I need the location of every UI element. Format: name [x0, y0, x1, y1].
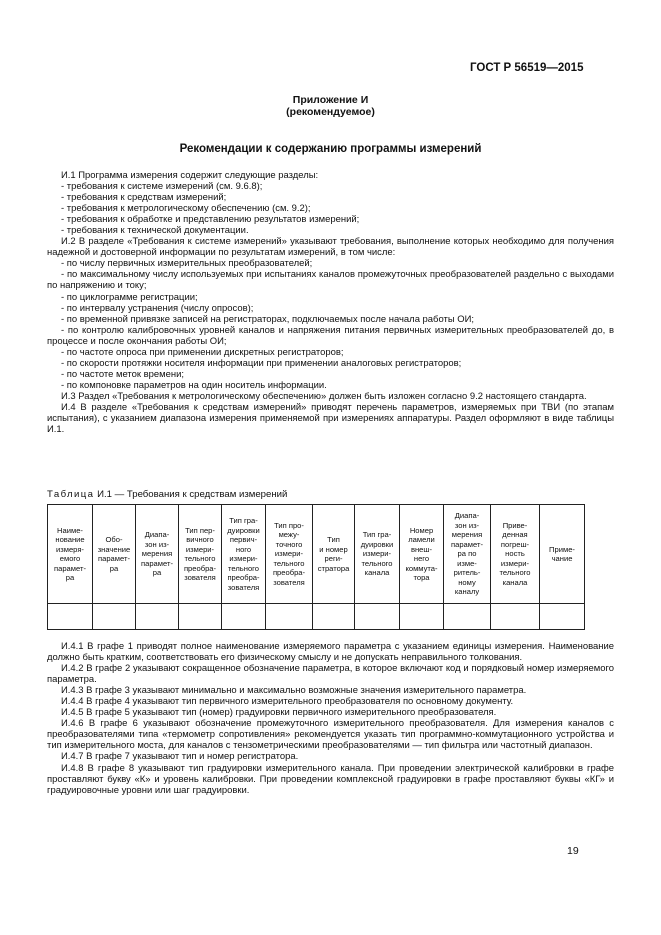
- list-item: - по частоте опроса при применении дискретных регистраторов;: [61, 346, 344, 358]
- table-row: [48, 604, 585, 630]
- list-item: - по циклограмме регистрации;: [61, 291, 198, 303]
- list-item: - требования к обработке и представлению результатов измерений;: [61, 214, 360, 226]
- table-header-cell: Тип пер- вичного измери- тельного преобра- зователя: [179, 505, 222, 604]
- list-item: - по скорости протяжки носителя информации при применении аналоговых регистраторов;: [61, 357, 462, 369]
- table-header-cell: Тип гра- дуировки измери- тельного канала: [355, 505, 400, 604]
- list-item: - по числу первичных измерительных преобразователей;: [61, 258, 313, 270]
- table-header-cell: Тип гра- дуировки первич- ного измери- тельного преобра- зователя: [222, 505, 266, 604]
- table-caption-text: И.1 — Требования к средствам измерений: [97, 489, 288, 500]
- paragraph: И.4.7 В графе 7 указывают тип и номер регистратора.: [61, 751, 299, 763]
- appendix-heading: Рекомендации к содержанию программы измерений: [179, 143, 482, 155]
- paragraph: И.4.2 В графе 2 указывают сокращенное обозначение параметра, в которое включают код и порядковый номер измеряемого параметра.: [47, 663, 614, 686]
- table-cell: [222, 604, 266, 630]
- list-item: - по интервалу устранения (числу опросов);: [61, 302, 254, 314]
- table-header-cell: Тип про- межу- точного измери- тельного преобра- зователя: [266, 505, 313, 604]
- paragraph: И.4.6 В графе 6 указывают обозначение промежуточного измерительного преобразователя. Для измерения каналов с преобразователями типа «термометр сопротивления» рекомендуется указать тип программно-коммутационного устройства и тип измерительного моста, для каналов с тензометрическими преобразователями — тип фильтра или частотный диапазон.: [47, 718, 614, 752]
- appendix-title: Приложение И: [292, 94, 369, 106]
- table-header-cell: Диапа- зон из- мерения парамет- ра по изме- ритель- ному каналу: [444, 505, 491, 604]
- list-item: - по контролю калибровочных уровней каналов и напряжения питания первичных измерительных преобразователей до, в процессе и после окончания работы ОИ;: [47, 324, 614, 347]
- list-item: - по временной привязке записей на регистраторах, подключаемых после начала работы ОИ;: [61, 313, 474, 325]
- paragraph: И.4.1 В графе 1 приводят полное наименование измеряемого параметра с указанием единицы измерения. Наименование должно быть кратким, соответствовать его физическому смыслу и не допускать неправильного толкования.: [47, 641, 614, 664]
- list-item: - по максимальному числу используемых при испытаниях каналов промежуточных преобразователей раздельно с выходами по напряжению и току;: [47, 269, 614, 292]
- table-header-cell: Номер ламели внеш- него коммута- тора: [400, 505, 444, 604]
- paragraph: И.1 Программа измерения содержит следующие разделы:: [61, 170, 319, 181]
- paragraph: И.4.3 В графе 3 указывают минимально и максимально возможные значения измерительного параметра.: [61, 685, 527, 697]
- table-caption: [47, 489, 287, 500]
- table-header-cell: Тип и номер реги- стратора: [313, 505, 355, 604]
- list-item: - по компоновке параметров на один носитель информации.: [61, 379, 327, 391]
- table-cell: [355, 604, 400, 630]
- table-cell: [93, 604, 136, 630]
- table-cell: [313, 604, 355, 630]
- list-item: - требования к метрологическому обеспечению (см. 9.2);: [61, 203, 311, 215]
- table-cell: [491, 604, 540, 630]
- paragraph: И.4.5 В графе 5 указывают тип (номер) градуировки первичного измерительного преобразователя.: [61, 707, 497, 719]
- paragraph: И.4.8 В графе 8 указывают тип градуировки измерительного канала. При проведении электрической калибровки в графе проставляют букву «К» и уровень калибровки. При проведении комплексной градуировки в графе проставляют буквы «КГ» и градуировочные уровни или шаг градуировки.: [47, 762, 614, 796]
- paragraph: И.4 В разделе «Требования к средствам измерений» приводят перечень параметров, измеряемых при ТВИ (по этапам испытания), с указанием диапазона измерения применяемой при измерениях аппаратуры. Раздел оформляют в виде таблицы И.1.: [47, 401, 614, 436]
- appendix-status: (рекомендуемое): [286, 106, 375, 118]
- list-item: - требования к средствам измерений;: [61, 192, 227, 204]
- table-cell: [444, 604, 491, 630]
- table-header-row: [48, 505, 585, 604]
- table-header-cell: Наиме- нование измеря- емого парамет- ра: [48, 505, 93, 604]
- notes-section: [47, 641, 614, 796]
- page-number: 19: [567, 845, 579, 857]
- list-item: - требования к технической документации.: [61, 225, 249, 237]
- paragraph: И.4.4 В графе 4 указывают тип первичного измерительного преобразователя по основному документу.: [61, 696, 514, 708]
- table-header-cell: Приме- чание: [540, 505, 585, 604]
- paragraph: И.2 В разделе «Требования к системе измерений» указывают требования, выполнение которых необходимо для получения надежной и достоверной информации по результатам измерений, в том числе:: [47, 236, 614, 259]
- paragraph: И.3 Раздел «Требования к метрологическому обеспечению» должен быть изложен согласно 9.2 настоящего стандарта.: [61, 390, 587, 402]
- table-header-cell: Обо- значение парамет- ра: [93, 505, 136, 604]
- intro-section: [47, 170, 614, 435]
- requirements-table: [47, 504, 585, 630]
- standard-number: ГОСТ Р 56519—2015: [470, 62, 584, 74]
- list-item: - требования к системе измерений (см. 9.6.8);: [61, 181, 263, 193]
- table-caption-word: Таблица: [47, 489, 95, 500]
- table-cell: [540, 604, 585, 630]
- list-item: - по частоте меток времени;: [61, 368, 184, 380]
- table-cell: [48, 604, 93, 630]
- table-cell: [400, 604, 444, 630]
- table-header-cell: Приве- денная погреш- ность измери- тельного канала: [491, 505, 540, 604]
- table-cell: [136, 604, 179, 630]
- table-header-cell: Диапа- зон из- мерения парамет- ра: [136, 505, 179, 604]
- table-cell: [179, 604, 222, 630]
- table-cell: [266, 604, 313, 630]
